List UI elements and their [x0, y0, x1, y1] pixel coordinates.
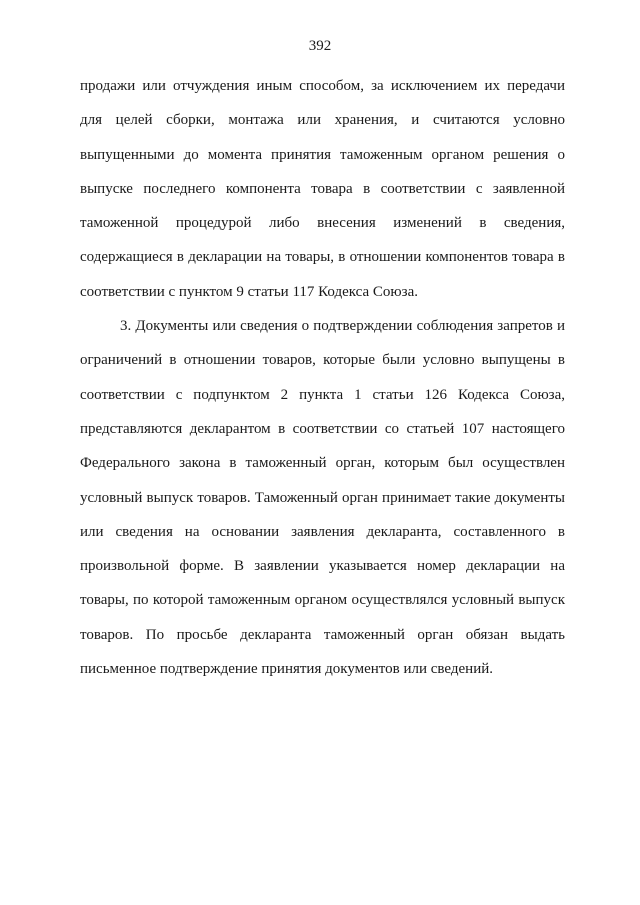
text-line: продажи или отчуждения иным способом, за исключением их передачи	[80, 78, 565, 94]
text-line: выпуске последнего компонента товара в соответствии с заявленной	[80, 180, 565, 197]
text-line: соответствии с пунктом 9 статьи 117 Кодекса Союза.	[80, 283, 418, 300]
text-line: представляются декларантом в соответствии со статьей 107 настоящего	[80, 420, 565, 437]
text-line: или сведения на основании заявления декларанта, составленного в	[80, 523, 565, 540]
text-line: выпущенными до момента принятия таможенным органом решения о	[80, 146, 565, 163]
text-line: соответствии с подпунктом 2 пункта 1 статьи 126 Кодекса Союза,	[80, 386, 565, 403]
body-text	[80, 73, 565, 690]
text-line: товары, по которой таможенным органом осуществлялся условный выпуск	[80, 592, 565, 609]
text-line: Федерального закона в таможенный орган, которым был осуществлен	[80, 455, 565, 472]
text-line: произвольной форме. В заявлении указывается номер декларации на	[80, 558, 565, 575]
text-line: 3. Документы или сведения о подтверждении соблюдения запретов и	[120, 318, 565, 335]
text-line: письменное подтверждение принятия документов или сведений.	[80, 661, 494, 678]
paragraph-1	[80, 73, 565, 313]
page-number: 392	[308, 38, 332, 54]
text-line: для целей сборки, монтажа или хранения, и считаются условно	[80, 112, 565, 129]
paragraph-2	[80, 313, 565, 690]
text-line: ограничений в отношении товаров, которые были условно выпущены в	[80, 352, 565, 369]
text-line: содержащиеся в декларации на товары, в отношении компонентов товара в	[80, 249, 565, 266]
text-line: товаров. По просьбе декларанта таможенный орган обязан выдать	[80, 626, 565, 643]
text-line: таможенной процедурой либо внесения изменений в сведения,	[80, 215, 565, 232]
text-line: условный выпуск товаров. Таможенный орган принимает такие документы	[80, 489, 565, 506]
